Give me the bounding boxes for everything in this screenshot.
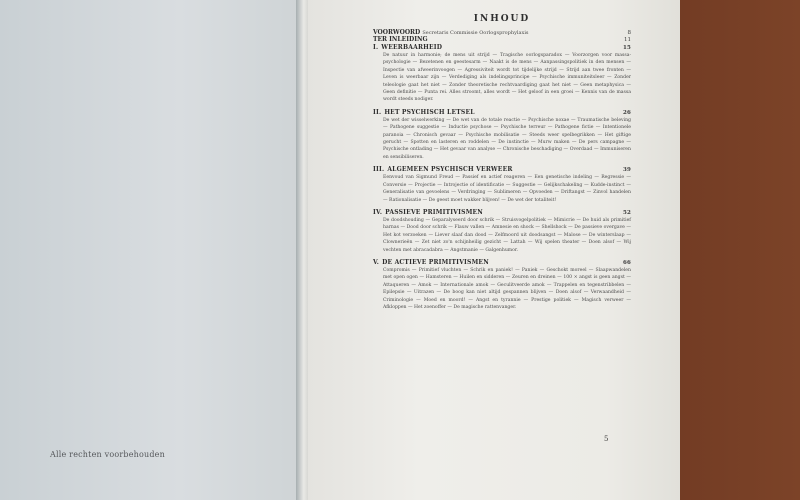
chapter-title: PASSIEVE PRIMITIVISMEN xyxy=(385,208,483,216)
chapter-number: IV. xyxy=(373,208,383,216)
chapter-page: 26 xyxy=(622,109,631,116)
toc-front-matter-item xyxy=(373,29,631,36)
front-matter-page: 11 xyxy=(624,37,631,43)
toc-chapter xyxy=(373,209,631,254)
toc-chapter xyxy=(373,109,631,161)
chapter-number: I. xyxy=(373,44,379,51)
chapter-number: V. xyxy=(373,258,380,266)
page-number: 5 xyxy=(604,435,609,443)
chapter-number: III. xyxy=(373,166,385,174)
chapter-summary: De wet der wisselwerking — De wet van de totale reactie — Psychische noxae — Traumatische beleving — Pathogene suggestie — Inductie psychose — Psychische terreur — Pathogene fictie — Intentionele paranoia — Chronisch gevaar — Psychische mobilisatie — Steeds weer spelbegrikken — Het giftige gerucht — Spotten en lasteren en roddelen — De instinctie — Murw maken — De pers campagne — Psychische ontlading — Het gevaar van analyse — Chronische beschadiging — Overdaad — Immuniseren en sensibiliseren. xyxy=(383,117,631,160)
chapter-title: WEERBAARHEID xyxy=(381,44,443,51)
chapter-summary: De natuur in harmonie; de mens uit strijd — Tragische oorlogsparadox — Voorzorgen voor massa-psychologie — Bezetenen en geestesarm — Naakt is de mens — Aanpassingspolitiek in den mensen — Inspectie van afweerinvoogen — Agressiviteit wordt tot tijdelijke strijd — Strijd aan twee fronten — Leven is weerbaar zijn — Verdediging als indelingsprincipe — Psychische immuniteitsleer — Zonder teleologie gaat het niet — Zonder theoretische rechtvaardiging gaat het niet — Geen metaphysica — Geen definitie — Punta rei. Alles stroomt, alles wordt — Het geloof in een groei — Kennis van de massa wordt steeds nodiger. xyxy=(383,53,631,103)
toc-title: INHOUD xyxy=(473,14,531,24)
chapter-summary: De doodshouding — Geparalyseerd door schrik — Struisvogelpolitiek — Mimicrie — De huid als primitief harnas — Dood door schrik — Flauw vallen — Amnesie en shock — Shellshock — De passieve overgave — Het kot verzoeken — Liever slaaf dan dood — Zelfmoord uit doodsangst — Malose — De winterslaap — Clownerieën — Zet niet zo'n schijnheilig gezicht — Lattah — Wij spelen theater — Doen alsof — Wij vechten met abracadabra — Angstmanie — Galgenhumor. xyxy=(383,217,631,253)
toc-chapter xyxy=(373,259,631,311)
front-matter-page: 8 xyxy=(627,30,631,36)
chapter-title: HET PSYCHISCH LETSEL xyxy=(384,108,475,116)
toc-chapter xyxy=(373,166,631,204)
left-page xyxy=(0,0,300,500)
front-matter-label: VOORWOORD xyxy=(373,29,421,36)
chapter-title: ALGEMEEN PSYCHISCH VERWEER xyxy=(387,166,513,174)
toc-chapter xyxy=(373,44,631,104)
front-matter-subtitle: Secretaris Commissie Oorlogsprophylaxis xyxy=(422,30,529,36)
chapter-title: DE ACTIEVE PRIMITIVISMEN xyxy=(382,258,489,266)
chapter-page: 66 xyxy=(622,259,631,266)
chapter-page: 52 xyxy=(622,209,631,216)
front-matter-label: TER INLEIDING xyxy=(373,36,428,43)
chapter-page: 39 xyxy=(622,167,631,174)
table-of-contents xyxy=(373,14,631,316)
toc-front-matter-item xyxy=(373,36,631,43)
chapter-number: II. xyxy=(373,108,382,116)
chapter-summary: Compromis — Primitief vluchten — Schrik en paniek! — Paniek — Geschokt moreel — Slaapwandelen met open ogen — Hamsteren — Huilen en sidderen — Zeuren en dreinen — 100 × angst is geen angst — Attaqueren — Amok — Internationale amok — Geculitveerde amok — Trappelen en tegenstribbelen — Epilepsie — Uitrazen — De boog kan niet altijd gespannen blijven — Doen alsof — Verwaandheid — Criminologie — Moed en moord! — Angst en tyrannie — Prestige politiek — Magisch verweer — Afkloppen — Het zoenoffer — De magische rattenvanger. xyxy=(383,267,631,310)
chapter-summary: Eenvoud van Sigmund Freud — Passief en actief reageren — Een genetische indeling — Regressie — Conversie — Projectie — Introjectie of identificatie — Suggestie — Gelijkschakeling — Kudde-instinct — Generalisatie van gevoelens — Verdringing — Sublimeren — Opvoeden — Driftangst — Zinvol handelen — Rationalisatie — De geest moet wakker blijven! — De wet der totaliteit! xyxy=(383,175,631,203)
copyright-notice: Alle rechten voorbehouden xyxy=(50,450,165,459)
chapter-page: 15 xyxy=(622,45,631,51)
